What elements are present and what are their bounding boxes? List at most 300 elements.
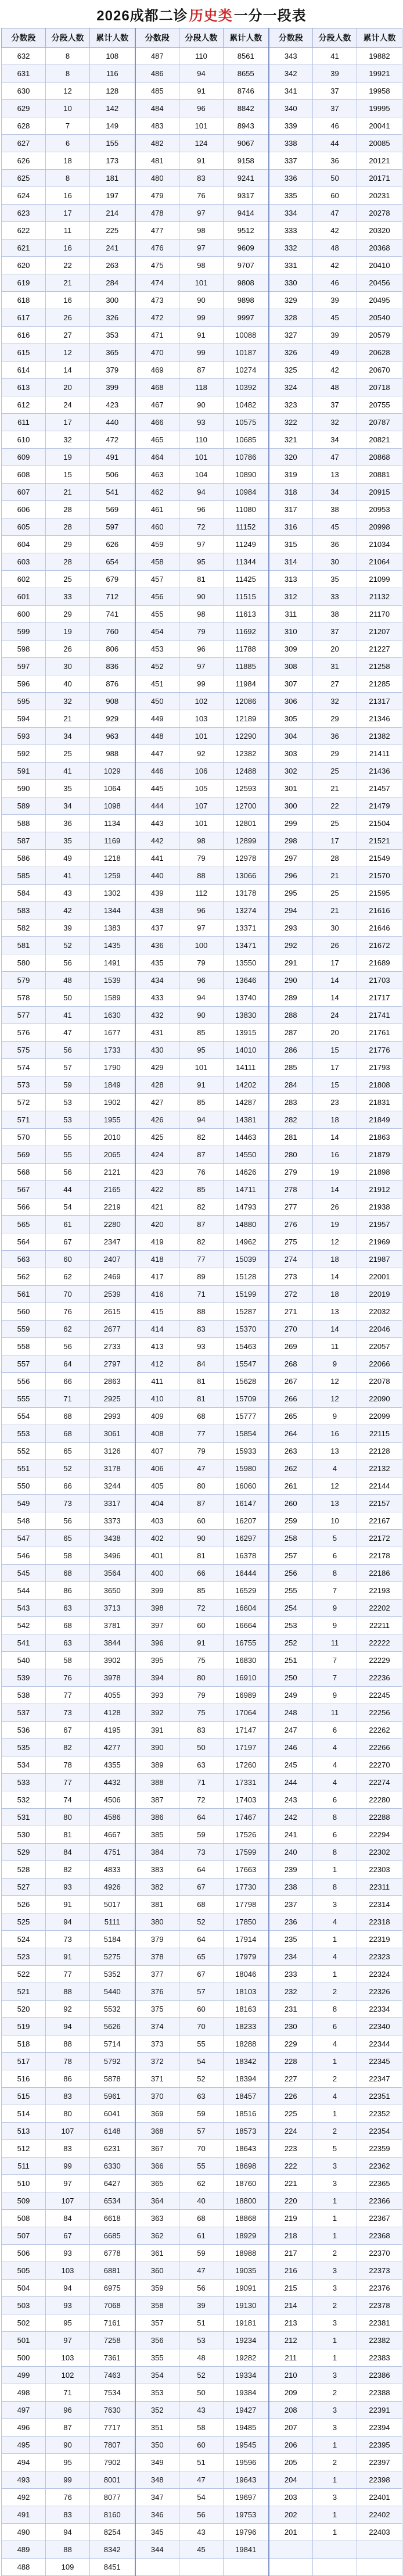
- cell-cumulative: 10575: [224, 414, 269, 431]
- cell-score: 597: [2, 658, 46, 675]
- cell-score: 526: [2, 1896, 46, 1913]
- cell-score: 353: [135, 2384, 179, 2402]
- cell-cumulative: 22398: [357, 2471, 402, 2489]
- cell-score: 592: [2, 745, 46, 763]
- table-row: [2, 2454, 402, 2471]
- cell-score: 530: [2, 1826, 46, 1844]
- cell-score: 299: [269, 815, 313, 832]
- cell-count: 90: [179, 1007, 224, 1024]
- cell-score: 613: [2, 379, 46, 396]
- cell-cumulative: 760: [90, 623, 135, 641]
- cell-cumulative: 22099: [357, 1408, 402, 1425]
- cell-score: 362: [135, 2227, 179, 2245]
- cell-score: 586: [2, 850, 46, 867]
- cell-count: 67: [179, 1966, 224, 1983]
- cell-cumulative: 22403: [357, 2524, 402, 2541]
- cell-count: 26: [313, 1198, 357, 1216]
- cell-count: 43: [46, 885, 90, 902]
- cell-score: 278: [269, 1181, 313, 1198]
- cell-count: 21: [313, 902, 357, 920]
- table-row: [2, 466, 402, 484]
- cell-count: 91: [179, 1634, 224, 1652]
- cell-score: 554: [2, 1408, 46, 1425]
- cell-cumulative: 2615: [90, 1303, 135, 1321]
- cell-score: 259: [269, 1512, 313, 1530]
- table-row: [2, 1059, 402, 1076]
- cell-score: 583: [2, 902, 46, 920]
- cell-cumulative: 16378: [224, 1547, 269, 1565]
- cell-score: 258: [269, 1530, 313, 1547]
- cell-count: 87: [46, 2419, 90, 2437]
- cell-cumulative: 5017: [90, 1896, 135, 1913]
- cell-count: 10: [46, 100, 90, 117]
- cell-cumulative: 173: [90, 152, 135, 170]
- cell-score: 420: [135, 1216, 179, 1233]
- cell-count: 86: [46, 1582, 90, 1600]
- cell-score: 591: [2, 763, 46, 780]
- table-row: [2, 780, 402, 797]
- cell-score: 553: [2, 1425, 46, 1443]
- cell-count: 16: [46, 292, 90, 309]
- cell-cumulative: 14463: [224, 1129, 269, 1146]
- cell-cumulative: 17914: [224, 1931, 269, 1948]
- table-row: [2, 2018, 402, 2035]
- cell-score: 505: [2, 2262, 46, 2280]
- table-row: [2, 1390, 402, 1408]
- cell-count: 62: [179, 2175, 224, 2192]
- cell-cumulative: 18103: [224, 1983, 269, 2001]
- cell-count: 81: [179, 1373, 224, 1390]
- cell-count: 44: [46, 1181, 90, 1198]
- cell-score: 626: [2, 152, 46, 170]
- cell-count: 91: [179, 1076, 224, 1094]
- table-row: [2, 2175, 402, 2192]
- cell-cumulative: 22340: [357, 2018, 402, 2035]
- cell-score: 507: [2, 2227, 46, 2245]
- cell-cumulative: 21761: [357, 1024, 402, 1042]
- cell-score: 312: [269, 588, 313, 606]
- cell-cumulative: 197: [90, 187, 135, 205]
- cell-count: 91: [179, 83, 224, 100]
- cell-score: 551: [2, 1460, 46, 1477]
- cell-count: 11: [46, 222, 90, 239]
- cell-count: 99: [46, 2471, 90, 2489]
- cell-count: 50: [46, 989, 90, 1007]
- table-row: [2, 2332, 402, 2349]
- cell-count: 52: [179, 2070, 224, 2088]
- cell-cumulative: 22057: [357, 1338, 402, 1355]
- cell-count: 61: [46, 1216, 90, 1233]
- cell-count: 5: [313, 2140, 357, 2158]
- cell-count: 65: [46, 1443, 90, 1460]
- cell-score: 587: [2, 832, 46, 850]
- cell-cumulative: 20456: [357, 274, 402, 292]
- cell-count: 84: [179, 1355, 224, 1373]
- cell-count: 47: [313, 449, 357, 466]
- cell-score: 334: [269, 205, 313, 222]
- cell-count: 36: [46, 815, 90, 832]
- cell-cumulative: 22178: [357, 1547, 402, 1565]
- cell-count: 65: [179, 1948, 224, 1966]
- cell-cumulative: 18342: [224, 2053, 269, 2070]
- cell-count: 1: [313, 2349, 357, 2367]
- table-row: [2, 2437, 402, 2454]
- cell-cumulative: 22202: [357, 1600, 402, 1617]
- cell-score: 441: [135, 850, 179, 867]
- cell-cumulative: 18800: [224, 2192, 269, 2210]
- cell-cumulative: 14626: [224, 1164, 269, 1181]
- cell-cumulative: 22236: [357, 1669, 402, 1687]
- cell-count: 18: [313, 1251, 357, 1268]
- cell-cumulative: 22324: [357, 1966, 402, 1983]
- cell-score: 211: [269, 2349, 313, 2367]
- cell-score: 208: [269, 2402, 313, 2419]
- cell-cumulative: 11344: [224, 553, 269, 571]
- table-row: [2, 1704, 402, 1722]
- cell-cumulative: 6778: [90, 2245, 135, 2262]
- cell-count: 8: [313, 1565, 357, 1582]
- cell-score: 494: [2, 2454, 46, 2471]
- cell-cumulative: 11692: [224, 623, 269, 641]
- cell-count: 49: [46, 850, 90, 867]
- cell-count: 97: [179, 920, 224, 937]
- cell-cumulative: 22351: [357, 2088, 402, 2105]
- cell-count: 34: [313, 484, 357, 501]
- cell-score: 296: [269, 867, 313, 885]
- cell-score: 302: [269, 763, 313, 780]
- cell-count: 68: [179, 1408, 224, 1425]
- cell-count: 80: [46, 2105, 90, 2123]
- cell-cumulative: 6685: [90, 2227, 135, 2245]
- cell-cumulative: 13550: [224, 954, 269, 972]
- cell-count: 56: [46, 1338, 90, 1355]
- cell-score: 581: [2, 937, 46, 954]
- cell-cumulative: 15463: [224, 1338, 269, 1355]
- cell-score: 386: [135, 1809, 179, 1826]
- cell-cumulative: 22373: [357, 2262, 402, 2280]
- cell-cumulative: 16529: [224, 1582, 269, 1600]
- cell-score: 280: [269, 1146, 313, 1164]
- cell-count: 7: [313, 1652, 357, 1669]
- cell-cumulative: 19882: [357, 48, 402, 65]
- cell-score: 485: [135, 83, 179, 100]
- cell-score: 240: [269, 1844, 313, 1861]
- table-row: [2, 222, 402, 239]
- cell-cumulative: 18457: [224, 2088, 269, 2105]
- cell-cumulative: 12700: [224, 797, 269, 815]
- cell-count: 52: [179, 2367, 224, 2384]
- cell-score: 268: [269, 1355, 313, 1373]
- cell-cumulative: 22368: [357, 2227, 402, 2245]
- cell-count: 56: [179, 2280, 224, 2297]
- table-row: [2, 396, 402, 414]
- table-row: [2, 1477, 402, 1495]
- cell-score: 437: [135, 920, 179, 937]
- cell-cumulative: 6975: [90, 2280, 135, 2297]
- cell-score: 478: [135, 205, 179, 222]
- cell-cumulative: 19130: [224, 2297, 269, 2314]
- cell-cumulative: 1955: [90, 1111, 135, 1129]
- cell-cumulative: 22388: [357, 2384, 402, 2402]
- cell-count: 1: [313, 2227, 357, 2245]
- table-row: [2, 2314, 402, 2332]
- cell-cumulative: 9898: [224, 292, 269, 309]
- table-row: [2, 2001, 402, 2018]
- cell-cumulative: 491: [90, 449, 135, 466]
- cell-cumulative: 20368: [357, 239, 402, 257]
- cell-cumulative: 569: [90, 501, 135, 518]
- cell-count: 87: [179, 362, 224, 379]
- cell-cumulative: 20410: [357, 257, 402, 274]
- cell-cumulative: 22302: [357, 1844, 402, 1861]
- cell-count: 24: [313, 1007, 357, 1024]
- cell-score: 373: [135, 2035, 179, 2053]
- cell-count: 83: [179, 1722, 224, 1739]
- cell-score: 630: [2, 83, 46, 100]
- cell-count: 70: [46, 1286, 90, 1303]
- cell-score: 462: [135, 484, 179, 501]
- cell-score: 354: [135, 2367, 179, 2384]
- cell-count: 71: [179, 1286, 224, 1303]
- cell-score: 402: [135, 1530, 179, 1547]
- cell-cumulative: 2863: [90, 1373, 135, 1390]
- cell-count: 64: [46, 1355, 90, 1373]
- cell-score: 371: [135, 2070, 179, 2088]
- cell-count: 15: [313, 1042, 357, 1059]
- cell-score: 314: [269, 553, 313, 571]
- cell-cumulative: 21793: [357, 1059, 402, 1076]
- table-row: [2, 1879, 402, 1896]
- cell-score: 399: [135, 1582, 179, 1600]
- cell-cumulative: 14287: [224, 1094, 269, 1111]
- header-count: 分段人数: [46, 28, 90, 48]
- cell-cumulative: 9241: [224, 170, 269, 187]
- cell-cumulative: 5878: [90, 2070, 135, 2088]
- table-row: [2, 710, 402, 728]
- cell-count: 82: [179, 1129, 224, 1146]
- cell-count: 89: [179, 1268, 224, 1286]
- table-row: [2, 2070, 402, 2088]
- cell-count: 59: [179, 1826, 224, 1844]
- cell-score: 332: [269, 239, 313, 257]
- cell-cumulative: 22391: [357, 2402, 402, 2419]
- cell-score: 275: [269, 1233, 313, 1251]
- cell-cumulative: 21382: [357, 728, 402, 745]
- cell-score: 585: [2, 867, 46, 885]
- cell-cumulative: 3438: [90, 1530, 135, 1547]
- cell-cumulative: 2219: [90, 1198, 135, 1216]
- cell-count: 62: [46, 1321, 90, 1338]
- cell-score: 230: [269, 2018, 313, 2035]
- cell-count: 90: [46, 2437, 90, 2454]
- cell-score: 411: [135, 1373, 179, 1390]
- cell-score: 281: [269, 1129, 313, 1146]
- cell-count: 15: [313, 1076, 357, 1094]
- cell-cumulative: 8254: [90, 2524, 135, 2541]
- cell-score: 577: [2, 1007, 46, 1024]
- cell-count: 19: [46, 449, 90, 466]
- cell-score: 533: [2, 1774, 46, 1791]
- cell-score: 522: [2, 1966, 46, 1983]
- cell-count: 46: [313, 274, 357, 292]
- cell-count: 73: [46, 1704, 90, 1722]
- cell-score: 502: [2, 2314, 46, 2332]
- cell-score: 495: [2, 2437, 46, 2454]
- cell-count: 10: [313, 1512, 357, 1530]
- cell-score: 336: [269, 170, 313, 187]
- cell-cumulative: 22395: [357, 2437, 402, 2454]
- cell-cumulative: 4128: [90, 1704, 135, 1722]
- cell-count: 93: [46, 1879, 90, 1896]
- cell-score: 466: [135, 414, 179, 431]
- cell-cumulative: 3564: [90, 1565, 135, 1582]
- table-row: [2, 675, 402, 693]
- cell-count: 96: [179, 100, 224, 117]
- cell-count: 18: [46, 152, 90, 170]
- table-row: [2, 2541, 402, 2559]
- cell-score: 225: [269, 2105, 313, 2123]
- cell-count: 17: [313, 954, 357, 972]
- header-cumulative: 累计人数: [90, 28, 135, 48]
- cell-score: 218: [269, 2227, 313, 2245]
- cell-cumulative: 21479: [357, 797, 402, 815]
- cell-cumulative: 5961: [90, 2088, 135, 2105]
- cell-score: 559: [2, 1321, 46, 1338]
- cell-score: 580: [2, 954, 46, 972]
- cell-score: 395: [135, 1652, 179, 1669]
- table-row: [2, 2419, 402, 2437]
- cell-cumulative: 15709: [224, 1390, 269, 1408]
- table-row: [2, 937, 402, 954]
- cell-cumulative: 9512: [224, 222, 269, 239]
- cell-score: 212: [269, 2332, 313, 2349]
- cell-cumulative: 16830: [224, 1652, 269, 1669]
- cell-count: 23: [313, 1094, 357, 1111]
- cell-count: 107: [46, 2123, 90, 2140]
- cell-count: 38: [313, 501, 357, 518]
- cell-score: 335: [269, 187, 313, 205]
- table-row: [2, 379, 402, 396]
- cell-count: 8: [313, 1844, 357, 1861]
- cell-score: 599: [2, 623, 46, 641]
- cell-count: 29: [313, 745, 357, 763]
- cell-score: 293: [269, 920, 313, 937]
- cell-count: 79: [179, 1687, 224, 1704]
- cell-count: 56: [46, 1164, 90, 1181]
- cell-count: 63: [46, 1600, 90, 1617]
- cell-count: 12: [46, 344, 90, 362]
- cell-score: 273: [269, 1268, 313, 1286]
- cell-count: 38: [313, 606, 357, 623]
- cell-score: 430: [135, 1042, 179, 1059]
- cell-count: 81: [179, 571, 224, 588]
- cell-score: 547: [2, 1530, 46, 1547]
- cell-cumulative: 19427: [224, 2402, 269, 2419]
- cell-score: 555: [2, 1390, 46, 1408]
- cell-score: 518: [2, 2035, 46, 2053]
- cell-cumulative: 8342: [90, 2541, 135, 2559]
- table-row: [2, 920, 402, 937]
- cell-count: 13: [313, 466, 357, 484]
- cell-cumulative: 22397: [357, 2454, 402, 2471]
- cell-count: 54: [179, 2053, 224, 2070]
- cell-cumulative: 20320: [357, 222, 402, 239]
- table-row: [2, 2384, 402, 2402]
- cell-cumulative: 5184: [90, 1931, 135, 1948]
- cell-cumulative: 5275: [90, 1948, 135, 1966]
- table-row: [2, 257, 402, 274]
- cell-score: 298: [269, 832, 313, 850]
- cell-score: 477: [135, 222, 179, 239]
- cell-cumulative: 6881: [90, 2262, 135, 2280]
- cell-count: 60: [46, 1251, 90, 1268]
- cell-score: 590: [2, 780, 46, 797]
- cell-count: 36: [313, 728, 357, 745]
- table-row: [2, 187, 402, 205]
- table-row: [2, 2227, 402, 2245]
- cell-cumulative: 1064: [90, 780, 135, 797]
- cell-count: 3: [313, 2402, 357, 2419]
- cell-count: 3: [313, 1896, 357, 1913]
- table-row: [2, 902, 402, 920]
- cell-cumulative: 22066: [357, 1355, 402, 1373]
- cell-count: 37: [313, 623, 357, 641]
- table-row: [2, 2035, 402, 2053]
- cell-count: 3: [313, 2367, 357, 2384]
- cell-score: 616: [2, 327, 46, 344]
- cell-cumulative: 15628: [224, 1373, 269, 1390]
- cell-cumulative: 365: [90, 344, 135, 362]
- cell-count: 93: [46, 2297, 90, 2314]
- cell-count: 102: [46, 2367, 90, 2384]
- cell-score: 365: [135, 2175, 179, 2192]
- cell-count: 2: [313, 2454, 357, 2471]
- cell-count: 76: [46, 1303, 90, 1321]
- cell-score: 432: [135, 1007, 179, 1024]
- cell-score: 338: [269, 135, 313, 152]
- table-row: [2, 2489, 402, 2506]
- cell-cumulative: 19921: [357, 65, 402, 83]
- cell-score: 250: [269, 1669, 313, 1687]
- cell-score: 424: [135, 1146, 179, 1164]
- table-row: [2, 797, 402, 815]
- cell-score: 261: [269, 1477, 313, 1495]
- cell-cumulative: 876: [90, 675, 135, 693]
- cell-count: 97: [179, 239, 224, 257]
- cell-cumulative: 17403: [224, 1791, 269, 1809]
- table-row: [2, 2158, 402, 2175]
- cell-cumulative: 14550: [224, 1146, 269, 1164]
- cell-score: 393: [135, 1687, 179, 1704]
- cell-count: 88: [46, 2035, 90, 2053]
- cell-score: 236: [269, 1913, 313, 1931]
- cell-score: 427: [135, 1094, 179, 1111]
- cell-score: 400: [135, 1565, 179, 1582]
- cell-count: 91: [179, 152, 224, 170]
- cell-cumulative: 22383: [357, 2349, 402, 2367]
- cell-count: 14: [46, 362, 90, 379]
- cell-score: 435: [135, 954, 179, 972]
- cell-cumulative: 21285: [357, 675, 402, 693]
- cell-score: 357: [135, 2314, 179, 2332]
- cell-count: [313, 2541, 357, 2559]
- cell-cumulative: 4833: [90, 1861, 135, 1879]
- cell-count: 25: [313, 885, 357, 902]
- cell-score: 274: [269, 1251, 313, 1268]
- cell-count: 63: [46, 1634, 90, 1652]
- cell-cumulative: 22280: [357, 1791, 402, 1809]
- cell-cumulative: 17197: [224, 1739, 269, 1756]
